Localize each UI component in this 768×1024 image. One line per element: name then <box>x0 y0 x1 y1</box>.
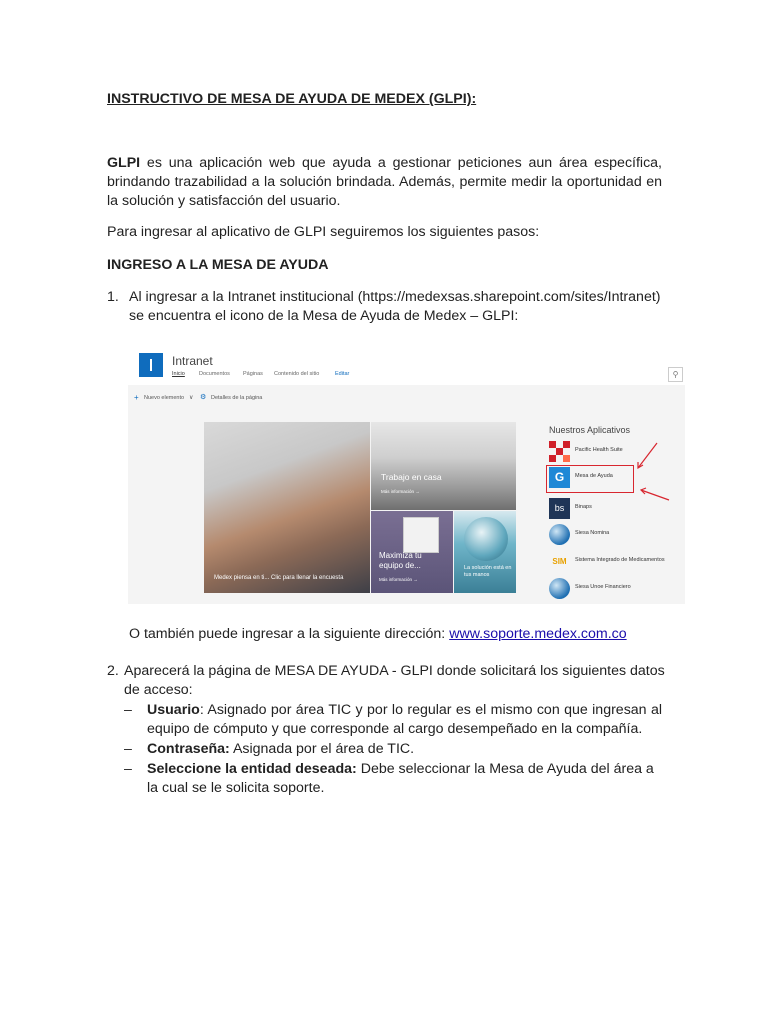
page-details-button[interactable]: Detalles de la página <box>211 395 263 401</box>
step-2-text: Aparecerá la página de MESA DE AYUDA - GLPI donde solicitará los siguientes datos de acceso: <box>124 663 665 698</box>
sim-icon: SIM <box>552 557 567 566</box>
soporte-link[interactable]: www.soporte.medex.com.co <box>449 626 627 642</box>
apps-title: Nuestros Aplicativos <box>549 425 631 435</box>
document-illustration <box>403 517 439 553</box>
app-label: Siesa Unoe Financiero <box>575 584 631 590</box>
plus-icon: + <box>134 393 139 402</box>
bullet-dash: – <box>124 702 132 718</box>
arrow-icon <box>638 443 657 468</box>
tile-globe-title: La solución está en tus manos <box>464 565 512 578</box>
search-icon[interactable]: ⚲ <box>668 367 683 382</box>
tile-doc-title: Maximiza tu equipo de... <box>379 551 422 570</box>
tile-work-title: Trabajo en casa <box>381 472 442 482</box>
tile-solution[interactable] <box>454 511 516 593</box>
highlight-box <box>546 465 634 493</box>
intro-text: es una aplicación web que ayuda a gestionar peticiones aun área específica, brindando trazabilidad a la solución brindada. Además, permite medir la oportunidad en la solución y satisfacción del usuario. <box>107 155 662 209</box>
nav-editar[interactable]: Editar <box>335 371 350 377</box>
intro-paragraph <box>107 154 662 211</box>
bullet-label: Contraseña: <box>147 741 230 757</box>
bullet-text: Debe seleccionar la Mesa de Ayuda del área a la cual se le solicita soporte. <box>147 761 654 796</box>
nav-inicio[interactable]: Inicio <box>172 371 185 377</box>
glpi-icon: G <box>549 467 570 488</box>
globe-icon <box>549 578 570 599</box>
tile-work-more[interactable]: Más información → <box>381 489 420 494</box>
step-1-text: Al ingresar a la Intranet institucional (https://medexsas.sharepoint.com/sites/Intranet) se encuentra el icono de la Mesa de Ayuda de Medex – GLPI: <box>129 289 661 324</box>
page-toolbar <box>128 389 685 407</box>
bullet-dash: – <box>124 741 132 757</box>
bullet-contrasena <box>147 740 662 759</box>
alt-access-line <box>129 625 627 644</box>
new-item-button[interactable]: Nuevo elemento <box>144 395 185 401</box>
tile-work-from-home[interactable] <box>371 422 516 510</box>
step-2-number: 2. <box>107 663 119 679</box>
arrow-icon <box>641 490 669 500</box>
tile-survey-caption: Medex piensa en ti... Clic para llenar la encuesta <box>214 575 344 581</box>
document-title: INSTRUCTIVO DE MESA DE AYUDA DE MEDEX (GLPI): <box>107 91 477 107</box>
app-label: Siesa Nomina <box>575 530 610 536</box>
sharepoint-logo <box>139 353 163 377</box>
tile-maximize-team[interactable] <box>371 511 453 593</box>
sharepoint-header <box>128 343 685 385</box>
bullet-entidad <box>147 760 667 798</box>
app-label: Binaps <box>575 504 592 510</box>
app-label: Sistema Integrado de Medicamentos <box>575 557 665 563</box>
nav-documentos[interactable]: Documentos <box>199 371 230 377</box>
app-label: Mesa de Ayuda <box>575 473 613 479</box>
app-label: Pacific Health Suite <box>575 447 623 453</box>
step-1-number: 1. <box>107 289 119 305</box>
intro-term: GLPI <box>107 155 141 171</box>
globe-illustration <box>464 517 508 561</box>
nav-contenido[interactable]: Contenido del sitio <box>274 371 320 377</box>
intranet-screenshot <box>128 343 685 604</box>
bullet-usuario <box>147 701 662 739</box>
bullet-dash: – <box>124 761 132 777</box>
section-heading: INGRESO A LA MESA DE AYUDA <box>107 257 329 273</box>
bullet-label: Seleccione la entidad deseada: <box>147 761 357 777</box>
globe-icon <box>549 524 570 545</box>
arrow-icons <box>633 438 685 508</box>
nav-paginas[interactable]: Páginas <box>243 371 263 377</box>
pacific-health-icon <box>549 441 570 462</box>
bullet-text: Asignada por el área de TIC. <box>229 741 415 757</box>
site-title: Intranet <box>172 354 213 368</box>
bullet-text: : Asignado por área TIC y por lo regular es el mismo con que ingresan al equipo de cómputo y que corresponde al cargo desempeñado en la compañía. <box>147 702 662 737</box>
chevron-down-icon: ∨ <box>189 395 194 401</box>
bullet-label: Usuario <box>147 702 200 718</box>
steps-intro: Para ingresar al aplicativo de GLPI seguiremos los siguientes pasos: <box>107 224 540 240</box>
tile-doc-more[interactable]: Más información → <box>379 577 418 582</box>
alt-access-text: O también puede ingresar a la siguiente dirección: <box>129 626 450 642</box>
bs-icon: bs <box>549 498 570 519</box>
tile-survey[interactable] <box>204 422 370 593</box>
gear-icon: ⚙ <box>200 394 207 401</box>
